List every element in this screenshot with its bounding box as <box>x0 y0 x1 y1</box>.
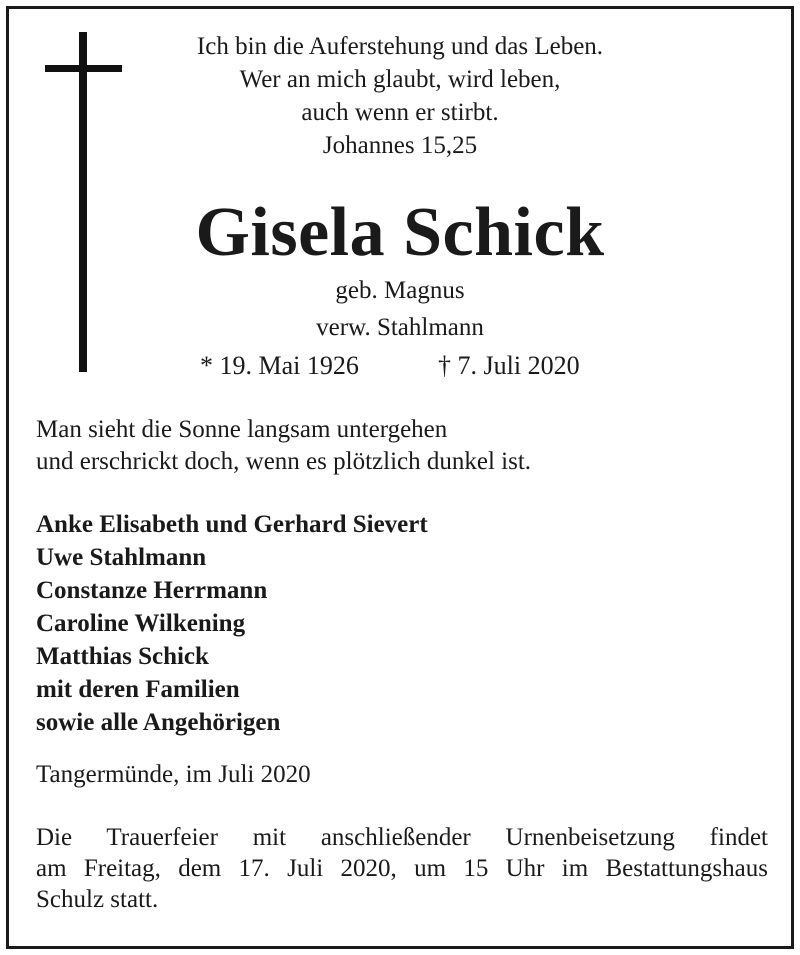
bible-verse <box>150 30 650 162</box>
cross-horizontal-bar <box>45 65 122 72</box>
quote-line: und erschrickt doch, wenn es plötzlich dunkel ist. <box>36 448 532 475</box>
mourner-entry: mit deren Familien <box>36 676 240 703</box>
death-date: † 7. Juli 2020 <box>438 351 580 380</box>
widowed-name: verw. Stahlmann <box>316 314 484 341</box>
verse-reference: Johannes 15,25 <box>322 132 478 159</box>
mourner-entry: Constanze Herrmann <box>36 577 268 604</box>
memorial-quote <box>36 414 531 478</box>
mourner-entry: Anke Elisabeth und Gerhard Sievert <box>36 511 428 538</box>
verse-line: Ich bin die Auferstehung und das Leben. <box>196 33 604 60</box>
mourner-entry: Uwe Stahlmann <box>36 544 207 571</box>
quote-line: Man sieht die Sonne langsam untergehen <box>36 416 448 443</box>
verse-line: auch wenn er stirbt. <box>301 99 499 126</box>
funeral-notice <box>36 822 768 915</box>
mourner-entry: Caroline Wilkening <box>36 610 246 637</box>
notice-line: am Freitag, dem 17. Juli 2020, um 15 Uhr im Bestattungshaus <box>36 855 768 882</box>
verse-line: Wer an mich glaubt, wird leben, <box>239 66 561 93</box>
notice-line: Die Trauerfeier mit anschließender Urnenbeisetzung findet <box>36 824 768 851</box>
birth-date: * 19. Mai 1926 <box>200 351 359 380</box>
notice-line: Schulz statt. <box>36 886 159 913</box>
mourner-entry: sowie alle Angehörigen <box>36 709 281 736</box>
mourner-entry: Matthias Schick <box>36 643 209 670</box>
place-and-date: Tangermünde, im Juli 2020 <box>36 761 311 788</box>
deceased-name: Gisela Schick <box>195 194 605 271</box>
cross-vertical-bar <box>79 32 87 372</box>
birth-name: geb. Magnus <box>335 277 465 304</box>
mourners-list <box>36 508 428 739</box>
